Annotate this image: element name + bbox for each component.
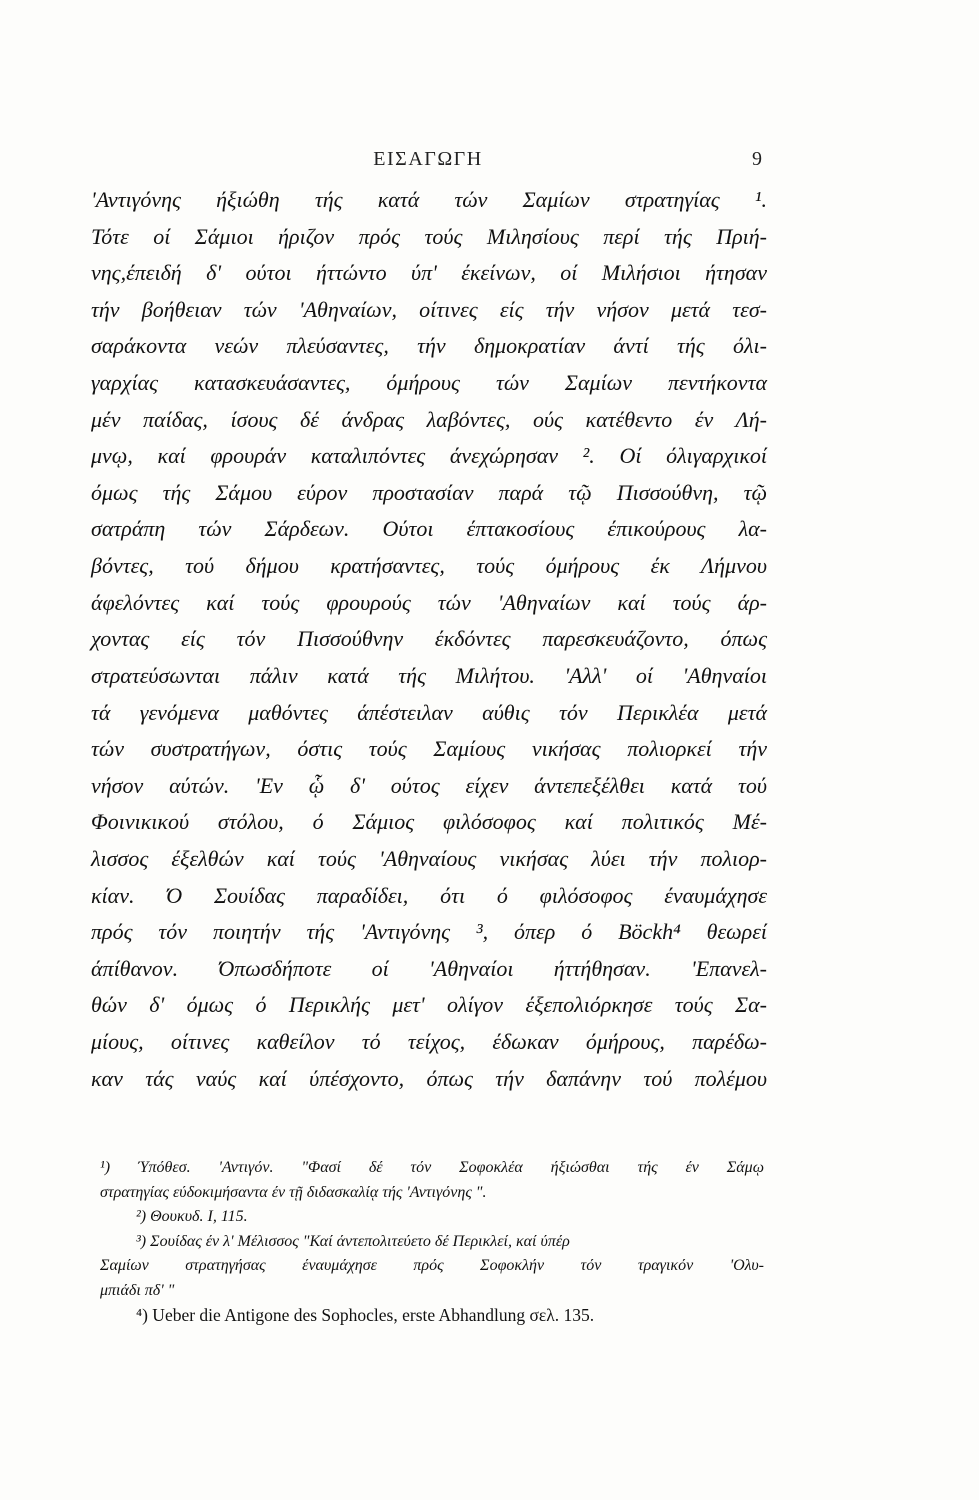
footnote-2: ²) Θουκυδ. Ι, 115.: [136, 1208, 248, 1225]
footnote-3-continued: Σαμίων στρατηγήσας έναυμάχησε πρός Σοφοκλήν τόν τραγικόν 'Ολυ-: [100, 1257, 764, 1274]
text-line: σατράπη τών Σάρδεων. Ούτοι έπτακοσίους έπικούρους λα-: [91, 516, 767, 542]
text-line: μίους, οίτινες καθείλον τό τείχος, έδωκαν όμήρους, παρέδω-: [91, 1029, 767, 1055]
text-line: πρός τόν ποιητήν τής 'Αντιγόνης ³, όπερ ό Böckh⁴ θεωρεί: [91, 919, 767, 945]
text-line: καν τάς ναύς καί ύπέσχοντο, όπως τήν δαπάνην τού πολέμου: [91, 1065, 767, 1091]
text-line: 'Αντιγόνης ήξιώθη τής κατά τών Σαμίων στρατηγίας ¹.: [91, 187, 767, 212]
page-title: ΕΙΣΑΓΩΓΗ: [373, 148, 483, 170]
footnote-3-continued: μπιάδι πδ' ": [100, 1281, 175, 1299]
text-line: νήσον αύτών. 'Εν ᾧ δ' ούτος είχεν άντεπεξέλθει κατά τού: [91, 772, 767, 798]
text-line: νης,έπειδή δ' ούτοι ήττώντο ύπ' έκείνων, οί Μιλήσιοι ήτησαν: [91, 260, 767, 286]
footnote-4: ⁴) Ueber die Antigone des Sophocles, erste Abhandlung σελ. 135.: [136, 1305, 595, 1325]
text-line: άφελόντες καί τούς φρουρούς τών 'Αθηναίων καί τούς άρ-: [91, 589, 767, 615]
text-line: μνῳ, καί φρουράν καταλιπόντες άνεχώρησαν ². Οί όλιγαρχικοί: [91, 443, 767, 469]
page-number: 9: [752, 148, 762, 170]
text-line: γαρχίας κατασκευάσαντες, όμήρους τών Σαμίων πεντήκοντα: [91, 370, 767, 396]
text-line: στρατεύσωνται πάλιν κατά τής Μιλήτου. 'Αλλ' οί 'Αθηναίοι: [91, 662, 767, 688]
text-line: κίαν. Ό Σουίδας παραδίδει, ότι ό φιλόσοφος έναυμάχησε: [91, 882, 767, 908]
text-line: λισσος έξελθών καί τούς 'Αθηναίους νικήσας λύει τήν πολιορ-: [91, 845, 767, 871]
text-line: τά γενόμενα μαθόντες άπέστειλαν αύθις τόν Περικλέα μετά: [91, 699, 767, 725]
footnote-3: ³) Σουίδας έν λ' Μέλισσος "Καί άντεπολιτεύετο δέ Περικλεί, καί ύπέρ: [136, 1232, 570, 1250]
text-line: μέν παίδας, ίσους δέ άνδρας λαβόντες, ούς κατέθεντο έν Λή-: [91, 406, 767, 432]
text-line: Φοινικικού στόλου, ό Σάμιος φιλόσοφος καί πολιτικός Μέ-: [91, 809, 767, 835]
text-line: θών δ' όμως ό Περικλής μετ' ολίγον έξεπολιόρκησε τούς Σα-: [91, 992, 767, 1018]
body-text: [91, 182, 767, 1097]
text-line: χοντας είς τόν Πισσούθνην έκδόντες παρεσκευάζοντο, όπως: [91, 626, 767, 652]
text-line: τήν βοήθειαν τών 'Αθηναίων, οίτινες είς τήν νήσον μετά τεσ-: [91, 296, 767, 322]
text-line: άπίθανον. Όπωσδήποτε οί 'Αθηναίοι ήττήθησαν. 'Επανελ-: [91, 955, 767, 981]
running-head: [96, 148, 760, 178]
text-line: Τότε οί Σάμιοι ήριζον πρός τούς Μιλησίους περί τής Πριή-: [91, 223, 767, 249]
footnotes: [100, 1156, 764, 1328]
footnote-1: ¹) Ύπόθεσ. 'Αντιγόν. "Φασί δέ τόν Σοφοκλέα ήξιώσθαι τής έν Σάμῳ: [100, 1159, 764, 1176]
text-line: σαράκοντα νεών πλεύσαντες, τήν δημοκρατίαν άντί τής όλι-: [91, 333, 767, 359]
text-line: όμως τής Σάμου εύρον προστασίαν παρά τῷ Πισσούθνη, τῷ: [91, 479, 767, 505]
text-line: βόντες, τού δήμου κρατήσαντες, τούς όμήρους έκ Λήμνου: [91, 553, 767, 579]
footnote-1-continued: στρατηγίας εύδοκιμήσαντα έν τῇ διδασκαλίᾳ τής 'Αντιγόνης ".: [100, 1183, 487, 1201]
text-line: τών συστρατήγων, όστις τούς Σαμίους νικήσας πολιορκεί τήν: [91, 736, 767, 762]
